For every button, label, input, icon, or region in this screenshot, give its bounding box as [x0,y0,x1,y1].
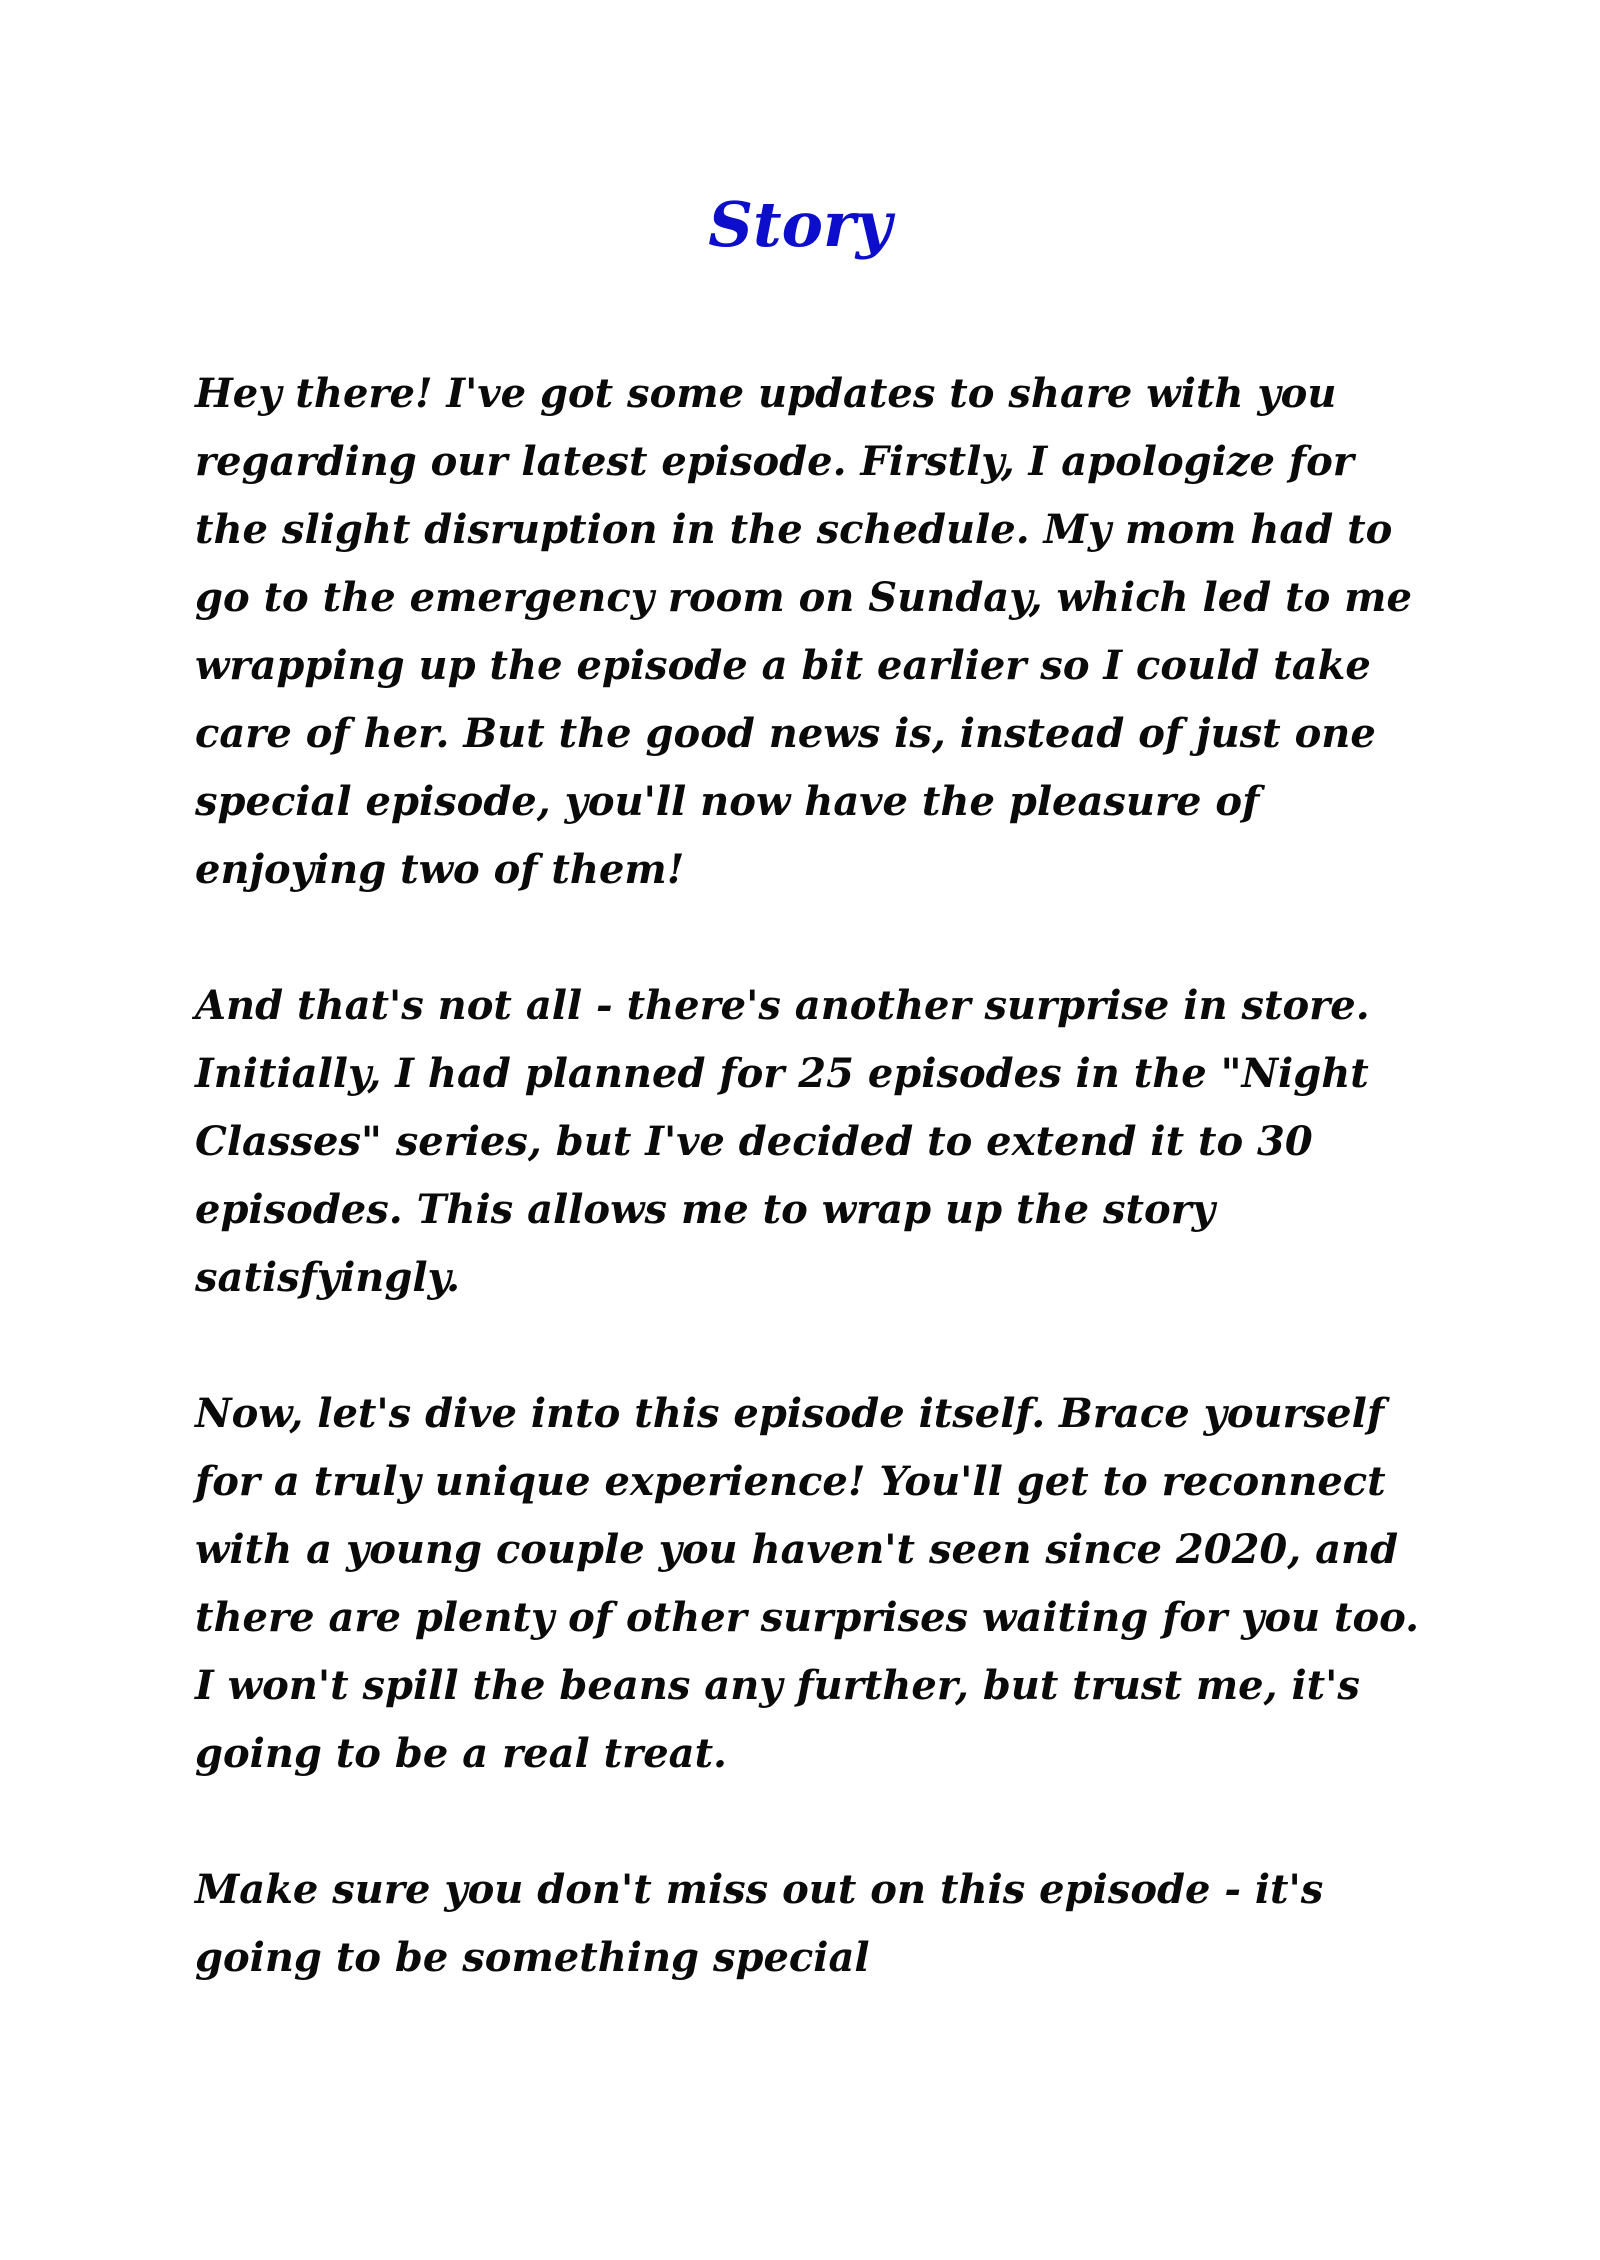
paragraph-updates: Hey there! I've got some updates to share with you regarding our latest episode. Firstly, I apologize for the slight disruption in the schedule. My mom had to go to the emergency room on Sunday, which led to me wrapping up the episode a bit earlier so I could take care of her. But the good news is, instead of just one special episode, you'll now have the pleasure of enjoying two of them! [195,370,1412,893]
paragraph-closing: Make sure you don't miss out on this episode - it's going to be something special [195,1866,1324,1981]
page-title: Story [708,188,892,261]
paragraph-surprise: And that's not all - there's another surprise in store. Initially, I had planned for 25 episodes in the "Night Classes" series, but I've decided to extend it to 30 episodes. This allows me to wrap up the story satisfyingly. [195,982,1370,1301]
story-body [195,360,1435,2060]
paragraph-episode: Now, let's dive into this episode itself. Brace yourself for a truly unique experience! You'll get to reconnect with a young couple you haven't seen since 2020, and there are plenty of other surprises waiting for you too. I won't spill the beans any further, but trust me, it's going to be a real treat. [195,1390,1420,1777]
